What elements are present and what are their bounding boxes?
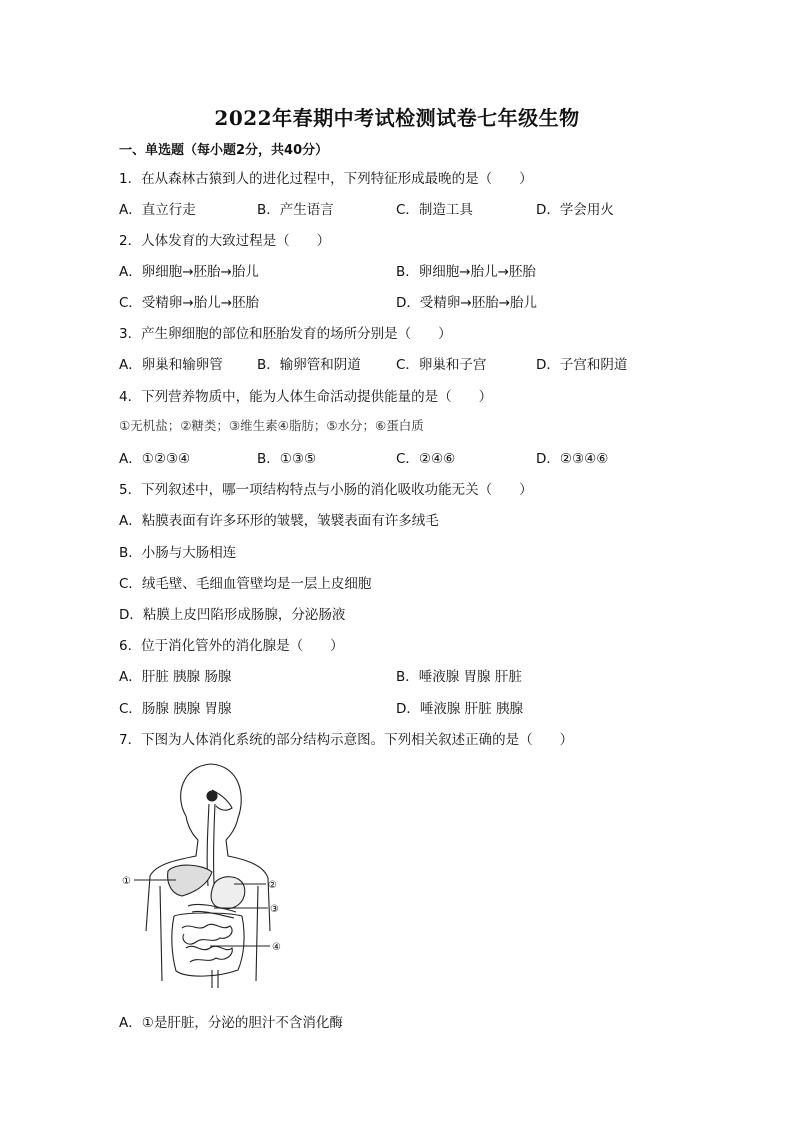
digestive-system-diagram	[116, 756, 296, 992]
question-3-option-b: B．输卵管和阴道	[257, 357, 361, 373]
question-3-option-c: C．卵巢和子宫	[396, 357, 487, 373]
question-1-option-b: B．产生语言	[257, 202, 334, 218]
question-6-stem: 6．位于消化管外的消化腺是（ ）	[119, 638, 344, 654]
figure-label-4: ④	[272, 942, 281, 953]
question-1-stem: 1．在从森林古猿到人的进化过程中，下列特征形成最晚的是（ ）	[119, 171, 533, 187]
question-4-option-d: D．②③④⑥	[536, 451, 609, 467]
question-6-option-b: B．唾液腺 胃腺 肝脏	[396, 669, 522, 685]
figure-label-3: ③	[270, 904, 279, 915]
question-6-option-a: A．肝脏 胰腺 肠腺	[119, 669, 232, 685]
question-2-option-b: B．卵细胞→胎儿→胚胎	[396, 264, 536, 280]
question-5-option-d: D．粘膜上皮凹陷形成肠腺，分泌肠液	[119, 607, 346, 623]
question-6-option-c: C．肠腺 胰腺 胃腺	[119, 701, 232, 717]
question-6-option-d: D．唾液腺 肝脏 胰腺	[396, 701, 523, 717]
page-title: 2022年春期中考试检测试卷七年级生物	[214, 106, 580, 130]
question-3-stem: 3．产生卵细胞的部位和胚胎发育的场所分别是（ ）	[119, 326, 452, 342]
question-4-note: ①无机盐；②糖类；③维生素④脂肪；⑤水分；⑥蛋白质	[119, 418, 424, 433]
question-5-option-b: B．小肠与大肠相连	[119, 545, 237, 561]
question-2-option-a: A．卵细胞→胚胎→胎儿	[119, 264, 259, 280]
question-3-option-a: A．卵巢和输卵管	[119, 357, 223, 373]
question-3-option-d: D．子宫和阴道	[536, 357, 628, 373]
question-1-option-a: A．直立行走	[119, 202, 196, 218]
question-5-stem: 5．下列叙述中，哪一项结构特点与小肠的消化吸收功能无关（ ）	[119, 482, 533, 498]
question-7-stem: 7．下图为人体消化系统的部分结构示意图。下列相关叙述正确的是（ ）	[119, 732, 574, 748]
question-5-option-c: C．绒毛壁、毛细血管壁均是一层上皮细胞	[119, 576, 372, 592]
question-2-stem: 2．人体发育的大致过程是（ ）	[119, 233, 331, 249]
question-5-option-a: A．粘膜表面有许多环形的皱襞，皱襞表面有许多绒毛	[119, 513, 439, 529]
question-2-option-d: D．受精卵→胚胎→胎儿	[396, 295, 538, 311]
question-4-stem: 4．下列营养物质中，能为人体生命活动提供能量的是（ ）	[119, 389, 493, 405]
question-7-option-a: A．①是肝脏，分泌的胆汁不含消化酶	[119, 1015, 343, 1031]
figure-label-1: ①	[122, 876, 131, 887]
section-heading: 一、单选题（每小题2分，共40分）	[119, 143, 329, 158]
question-4-option-c: C．②④⑥	[396, 451, 456, 467]
question-2-option-c: C．受精卵→胎儿→胚胎	[119, 295, 260, 311]
question-1-option-c: C．制造工具	[396, 202, 473, 218]
question-4-option-b: B．①③⑤	[257, 451, 317, 467]
question-1-option-d: D．学会用火	[536, 202, 614, 218]
figure-label-2: ②	[268, 880, 277, 891]
question-4-option-a: A．①②③④	[119, 451, 191, 467]
